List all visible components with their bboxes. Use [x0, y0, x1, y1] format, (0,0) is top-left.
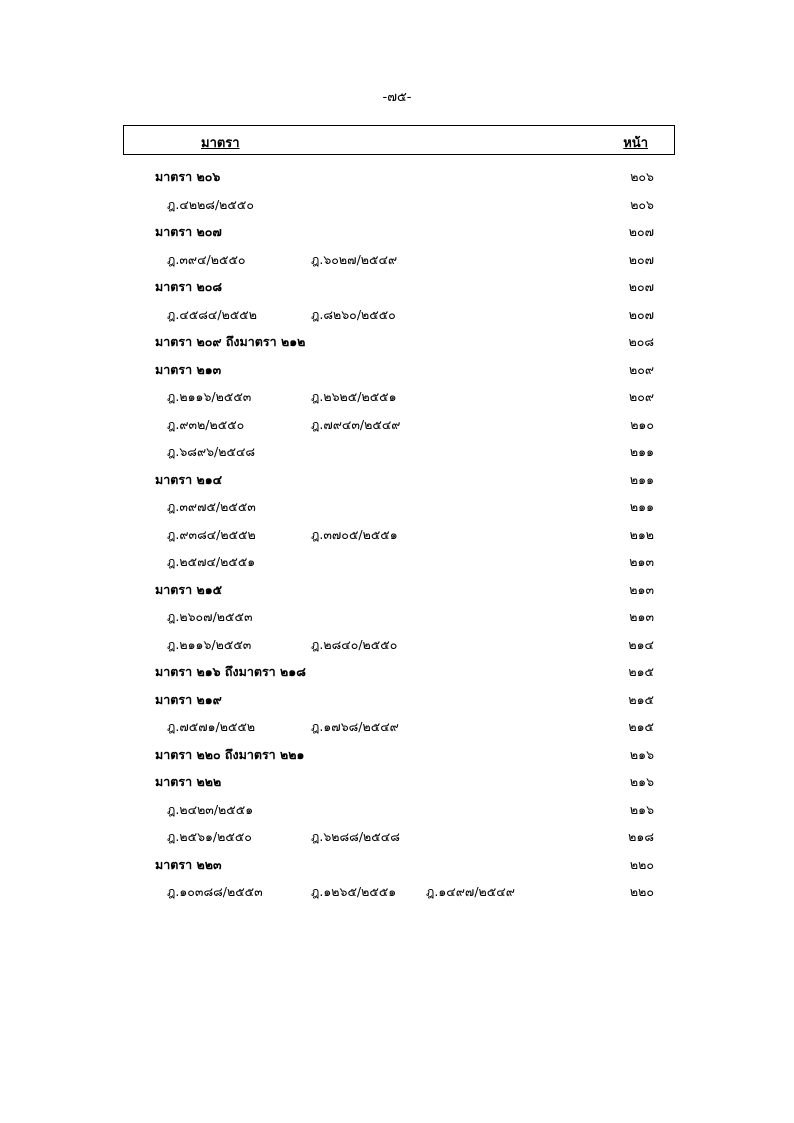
section-title: มาตรา ๒๐๘	[155, 279, 222, 294]
case-reference: ฎ.๖๒๘๘/๒๕๔๘	[311, 829, 400, 844]
case-row	[0, 439, 794, 467]
case-row	[0, 522, 794, 550]
section-title: มาตรา ๒๑๖ ถึงมาตรา ๒๑๘	[155, 664, 306, 679]
case-reference: ฎ.๓๗๐๕/๒๕๕๑	[311, 526, 398, 542]
page-reference: ๒๑๒	[629, 526, 654, 542]
section-title: มาตรา ๒๐๖	[155, 169, 221, 184]
section-title: มาตรา ๒๒๐ ถึงมาตรา ๒๒๑	[155, 746, 305, 762]
section-title: มาตรา ๒๒๒	[155, 774, 222, 789]
section-row	[0, 742, 794, 770]
case-reference: ฎ.๗๙๔๓/๒๕๔๙	[311, 416, 401, 432]
section-column-header: มาตรา	[201, 136, 240, 151]
case-row	[0, 824, 794, 852]
case-reference: ฎ.๒๔๒๓/๒๕๕๑	[167, 801, 254, 817]
case-row	[0, 714, 794, 742]
section-row	[0, 274, 794, 302]
case-reference: ฎ.๓๙๔/๒๕๕๐	[167, 251, 246, 267]
case-row	[0, 247, 794, 275]
case-reference: ฎ.๒๖๐๗/๒๕๕๓	[167, 609, 253, 624]
section-row	[0, 329, 794, 357]
case-reference: ฎ.๒๖๒๕/๒๕๕๑	[311, 389, 397, 404]
case-row	[0, 879, 794, 907]
case-reference: ฎ.๙๓๒/๒๕๕๐	[167, 416, 245, 432]
case-reference: ฎ.๒๕๗๔/๒๕๕๑	[167, 554, 256, 569]
case-reference: ฎ.๗๕๗๑/๒๕๕๒	[167, 719, 256, 734]
case-reference: ฎ.๖๘๙๖/๒๕๔๘	[167, 444, 256, 459]
case-row	[0, 494, 794, 522]
case-reference: ฎ.๑๒๖๕/๒๕๕๑	[311, 884, 397, 899]
section-row	[0, 467, 794, 495]
case-reference: ฎ.๒๘๔๐/๒๕๕๐	[311, 636, 398, 652]
page-reference: ๒๑๐	[630, 416, 654, 432]
page-reference: ๒๑๑	[629, 444, 654, 459]
case-reference: ฎ.๖๐๒๗/๒๕๔๙	[311, 251, 398, 267]
page-reference: ๒๑๖	[629, 801, 654, 817]
case-reference: ฎ.๒๑๑๖/๒๕๕๓	[167, 389, 252, 404]
case-reference: ฎ.๘๒๖๐/๒๕๕๐	[311, 306, 396, 322]
page-reference: ๒๐๗	[628, 279, 654, 294]
section-row	[0, 852, 794, 880]
case-row	[0, 604, 794, 632]
case-row	[0, 632, 794, 660]
section-row	[0, 357, 794, 385]
section-row	[0, 659, 794, 687]
case-reference: ฎ.๔๒๒๘/๒๕๕๐	[167, 196, 254, 212]
page-reference: ๒๑๕	[628, 664, 654, 679]
case-row	[0, 549, 794, 577]
section-title: มาตรา ๒๑๙	[155, 691, 222, 707]
page-reference: ๒๑๘	[628, 829, 654, 844]
page-reference: ๒๐๗	[628, 251, 654, 267]
case-reference: ฎ.๓๙๗๕/๒๕๕๓	[167, 499, 256, 514]
page-reference: ๒๑๖	[629, 746, 654, 762]
page-reference: ๒๐๖	[630, 169, 654, 184]
section-row	[0, 219, 794, 247]
page-reference: ๒๑๔	[628, 636, 654, 652]
page-reference: ๒๑๑	[629, 499, 654, 514]
case-reference: ฎ.๙๓๘๔/๒๕๕๒	[167, 526, 256, 542]
page-reference: ๒๐๗	[628, 224, 654, 239]
case-reference: ฎ.๒๕๖๑/๒๕๕๐	[167, 829, 252, 844]
section-row	[0, 164, 794, 192]
case-row	[0, 302, 794, 330]
section-row	[0, 769, 794, 797]
section-title: มาตรา ๒๒๓	[155, 856, 222, 872]
case-row	[0, 192, 794, 220]
page-reference: ๒๑๓	[629, 609, 654, 624]
page-reference: ๒๑๖	[629, 774, 654, 789]
case-reference: ฎ.๑๔๙๗/๒๕๔๙	[426, 884, 515, 899]
section-row	[0, 577, 794, 605]
page-reference: ๒๒๐	[629, 856, 654, 872]
section-title: มาตรา ๒๐๗	[155, 224, 222, 239]
page-reference: ๒๑๕	[628, 691, 654, 707]
case-reference: ฎ.๑๐๓๘๘/๒๕๕๓	[167, 884, 263, 899]
case-row	[0, 412, 794, 440]
page-reference: ๒๑๕	[628, 719, 654, 734]
case-reference: ฎ.๔๕๘๔/๒๕๕๒	[167, 306, 258, 322]
case-reference: ฎ.๒๑๑๖/๒๕๕๓	[167, 636, 252, 652]
index-header	[123, 125, 675, 155]
section-title: มาตรา ๒๑๓	[155, 361, 222, 377]
page-reference: ๒๐๘	[628, 334, 654, 349]
page-reference: ๒๐๖	[630, 196, 654, 212]
section-row	[0, 687, 794, 715]
page-reference: ๒๐๙	[628, 389, 654, 404]
page-column-header: หน้า	[623, 136, 648, 151]
page-reference: ๒๒๐	[629, 884, 654, 899]
page-reference: ๒๑๓	[629, 554, 654, 569]
case-reference: ฎ.๑๗๖๘/๒๕๔๙	[311, 719, 399, 734]
page-reference: ๒๐๗	[628, 306, 654, 322]
section-title: มาตรา ๒๑๕	[155, 581, 223, 597]
case-row	[0, 384, 794, 412]
section-title: มาตรา ๒๑๔	[155, 471, 223, 487]
case-row	[0, 797, 794, 825]
index-entries	[0, 164, 794, 907]
page-reference: ๒๐๙	[628, 361, 654, 377]
page-number: -๗๕-	[382, 90, 412, 105]
section-title: มาตรา ๒๐๙ ถึงมาตรา ๒๑๒	[155, 334, 306, 349]
page-reference: ๒๑๓	[629, 581, 654, 597]
page-reference: ๒๑๑	[629, 471, 654, 487]
